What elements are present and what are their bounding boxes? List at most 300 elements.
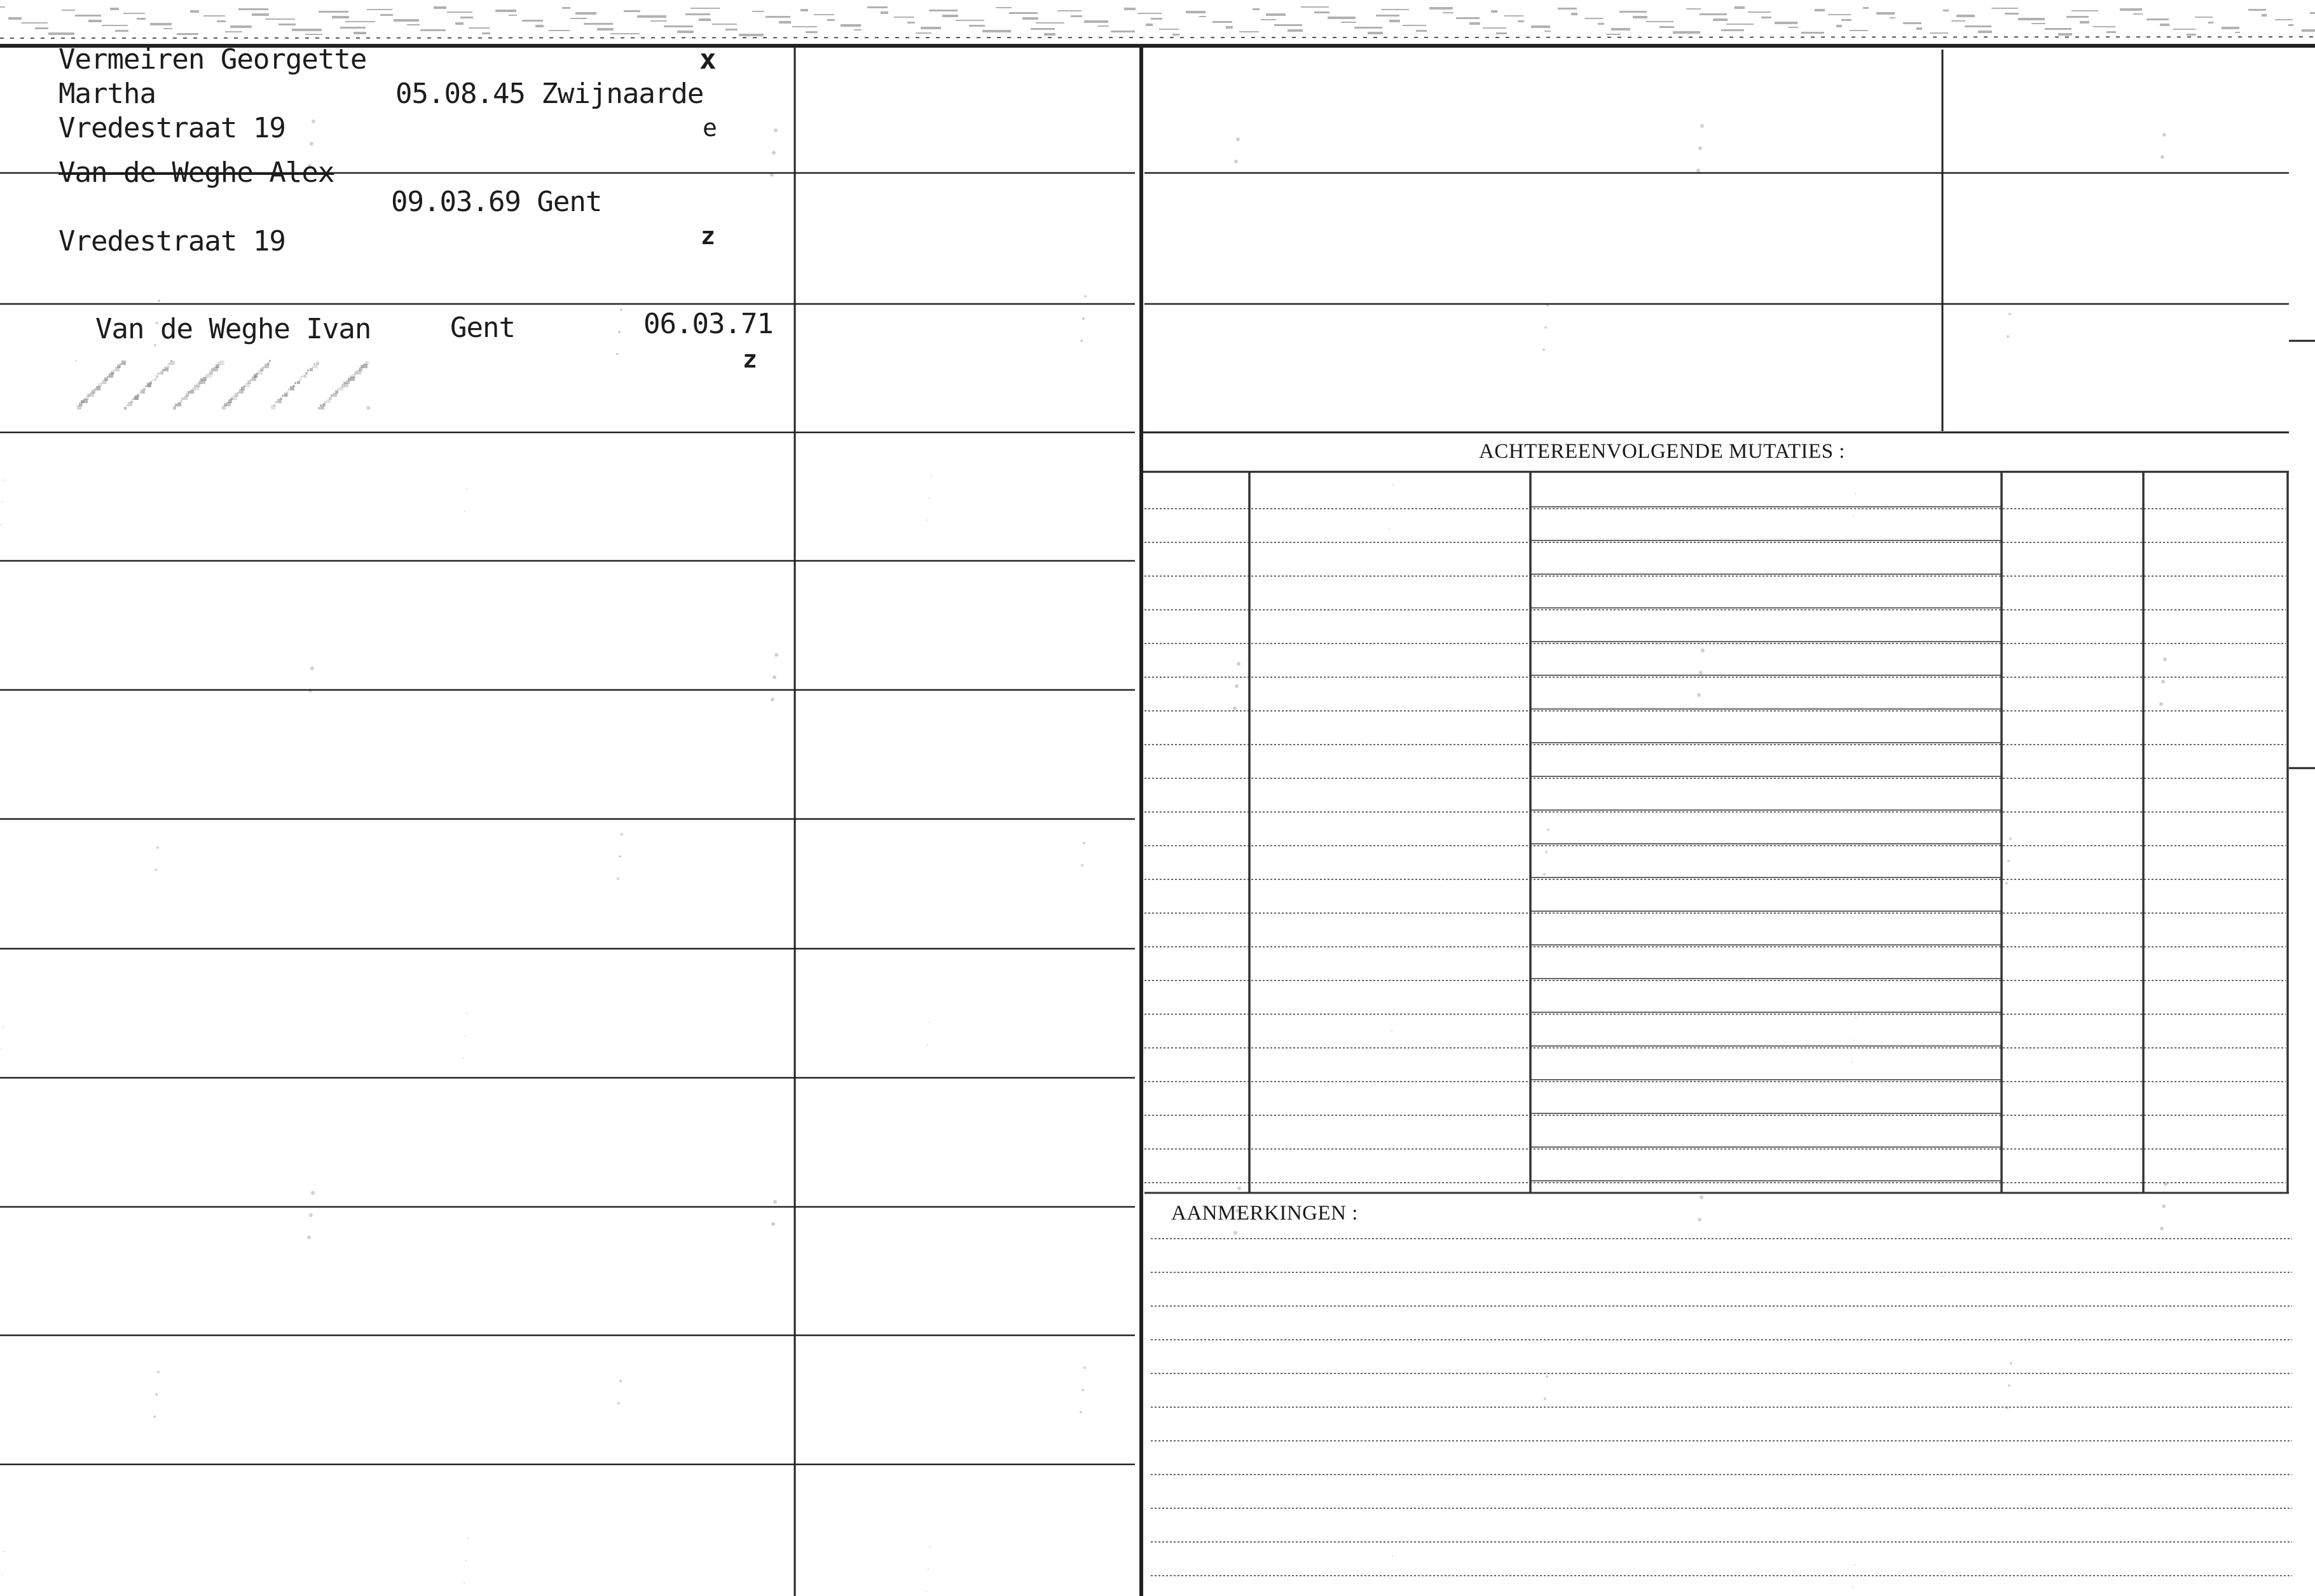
scan-noise-mark xyxy=(535,25,544,27)
scan-speck xyxy=(1543,873,1546,876)
scan-speck xyxy=(617,1402,620,1405)
scan-noise-mark xyxy=(570,18,587,19)
scan-noise-mark xyxy=(0,6,5,8)
scan-noise-mark xyxy=(2080,21,2089,24)
scan-speck xyxy=(1391,506,1392,507)
smudge-dot xyxy=(168,362,171,365)
scan-speck xyxy=(2162,1204,2166,1208)
smudge-dot xyxy=(290,386,294,390)
scan-noise-mark xyxy=(699,18,711,21)
record-2-address: Vredestraat 19 xyxy=(58,225,285,258)
scan-noise-mark xyxy=(75,15,101,17)
scan-noise-mark xyxy=(1598,23,1604,25)
scan-noise-mark xyxy=(1491,10,1497,13)
smudge-dot xyxy=(141,389,145,394)
smudge-dot xyxy=(192,387,195,390)
scan-speck xyxy=(2007,335,2009,338)
scan-speck xyxy=(307,1235,311,1239)
smudge-dot xyxy=(170,360,172,362)
smudge-dot xyxy=(160,371,163,375)
scan-noise-mark xyxy=(2058,33,2072,36)
smudge-dot xyxy=(156,375,158,378)
scan-speck xyxy=(1,1573,3,1574)
scan-speck xyxy=(1699,671,1703,675)
smudge-dot xyxy=(335,390,338,394)
scan-noise-mark xyxy=(420,29,446,31)
scan-noise-mark xyxy=(1172,34,1179,36)
smudge-dot xyxy=(194,385,196,387)
scan-noise-mark xyxy=(305,34,322,35)
scan-speck xyxy=(153,1415,156,1418)
scan-noise-mark xyxy=(1368,32,1383,34)
scan-noise-mark xyxy=(841,24,861,27)
scan-noise-mark xyxy=(2187,34,2196,36)
scan-speck xyxy=(2160,155,2164,159)
scan-noise-mark xyxy=(1212,21,1232,23)
record-3-date: 06.03.71 xyxy=(643,308,773,340)
scan-speck xyxy=(1853,515,1854,516)
scan-noise-mark xyxy=(1057,10,1082,11)
smudge-dot xyxy=(365,361,369,365)
scan-speck xyxy=(1083,1366,1086,1369)
scan-noise-mark xyxy=(2173,29,2195,30)
scan-speck xyxy=(1855,493,1856,494)
scan-noise-mark xyxy=(110,8,119,10)
scan-noise-mark xyxy=(319,11,348,13)
scan-speck xyxy=(1236,137,1240,141)
scan-noise-mark xyxy=(752,11,764,12)
scan-noise-mark xyxy=(394,19,419,22)
scan-noise-mark xyxy=(407,24,420,25)
scan-noise-mark xyxy=(1341,22,1356,23)
smudge-dot xyxy=(260,368,264,371)
smudge-dot xyxy=(354,371,357,375)
scan-noise-mark xyxy=(2071,10,2098,11)
scan-noise-mark xyxy=(2235,32,2240,33)
scan-speck xyxy=(926,519,928,521)
smudge-dot xyxy=(241,387,245,390)
scan-noise-mark xyxy=(624,10,640,12)
scan-speck xyxy=(2161,680,2165,684)
scan-noise-mark xyxy=(1584,18,1604,19)
scan-noise-mark xyxy=(827,19,835,21)
scan-speck xyxy=(621,833,623,836)
smudge-dot xyxy=(348,378,351,381)
scan-noise-mark xyxy=(278,24,296,25)
scan-speck xyxy=(1080,1411,1082,1414)
scan-noise-mark xyxy=(1226,26,1233,29)
scan-noise-mark xyxy=(1841,19,1851,21)
scan-noise-mark xyxy=(1863,7,1869,9)
smudge-dot xyxy=(313,363,315,365)
scan-noise-mark xyxy=(2147,18,2169,20)
mutations-header: ACHTEREENVOLGENDE MUTATIES : xyxy=(1479,440,1845,463)
scan-speck xyxy=(2159,702,2163,706)
scan-speck xyxy=(464,1582,465,1583)
scan-noise-mark xyxy=(137,18,146,20)
scan-speck xyxy=(1544,1398,1546,1400)
scan-noise-mark xyxy=(102,25,128,26)
scan-noise-mark xyxy=(380,14,393,16)
smudge-dot xyxy=(301,376,303,378)
smudge-dot xyxy=(235,393,238,397)
scan-speck xyxy=(927,1044,928,1045)
scan-noise-mark xyxy=(217,20,226,22)
smudge-dot xyxy=(343,382,346,384)
scan-noise-mark xyxy=(1633,16,1647,18)
scan-noise-mark xyxy=(115,30,128,32)
scan-noise-mark xyxy=(2222,27,2239,29)
scan-speck xyxy=(1080,340,1083,342)
smudge-dot xyxy=(324,401,327,403)
smudge-dot xyxy=(310,368,313,371)
smudge-dot xyxy=(269,360,271,362)
scan-noise-mark xyxy=(1828,14,1851,15)
scan-noise-mark xyxy=(2106,31,2116,33)
scan-noise-mark xyxy=(1619,11,1647,13)
scan-noise-mark xyxy=(894,17,914,18)
scan-speck xyxy=(774,653,778,657)
scan-noise-mark xyxy=(434,6,446,9)
smudge-dot xyxy=(154,378,157,381)
smudge-dot xyxy=(331,394,333,397)
scan-noise-mark xyxy=(1376,15,1399,17)
scan-speck xyxy=(1852,1586,1853,1588)
scan-noise-mark xyxy=(956,20,984,21)
scan-speck xyxy=(1081,864,1083,867)
scan-noise-mark xyxy=(779,21,791,24)
smudge-dot xyxy=(188,391,190,394)
scan-noise-mark xyxy=(2302,29,2315,32)
scan-noise-mark xyxy=(2160,24,2169,26)
scan-noise-mark xyxy=(806,31,818,33)
scan-noise-mark xyxy=(1726,24,1754,25)
scan-noise-mark xyxy=(238,8,268,10)
smudge-dot xyxy=(361,365,364,368)
scan-speck xyxy=(465,1560,467,1561)
scan-noise-mark xyxy=(1009,12,1038,14)
scan-noise-mark xyxy=(225,31,242,32)
smudge-dot xyxy=(299,378,301,381)
scan-speck xyxy=(1544,326,1547,329)
scan-speck xyxy=(1084,295,1087,298)
scan-speck xyxy=(1393,1008,1394,1010)
scan-noise-mark xyxy=(712,24,737,25)
smudge-dot xyxy=(367,406,370,409)
scan-noise-mark xyxy=(1288,29,1303,32)
scan-noise-mark xyxy=(1261,19,1276,20)
scan-speck xyxy=(618,331,621,333)
record-2-mark: z xyxy=(701,222,715,250)
scan-noise-mark xyxy=(150,23,172,25)
scan-noise-mark xyxy=(690,8,720,9)
smudge-dot xyxy=(297,381,300,384)
scan-noise-mark xyxy=(1416,30,1427,32)
scan-speck xyxy=(310,142,313,146)
scan-noise-mark xyxy=(203,15,225,17)
scan-noise-mark xyxy=(460,17,473,18)
scan-noise-mark xyxy=(292,29,322,31)
scan-noise-mark xyxy=(1483,27,1506,29)
smudge-dot xyxy=(211,368,214,371)
record-1-birth: 05.08.45 Zwijnaarde xyxy=(395,78,704,110)
scan-speck xyxy=(465,1035,466,1036)
smudge-dot xyxy=(175,404,177,406)
scan-noise-mark xyxy=(1239,31,1259,32)
scan-speck xyxy=(1853,1040,1855,1041)
smudge-dot xyxy=(329,397,332,400)
scan-noise-mark xyxy=(340,27,366,29)
scan-noise-mark xyxy=(1199,16,1206,17)
scan-noise-mark xyxy=(1748,11,1771,13)
smudge-dot xyxy=(111,371,114,375)
scan-speck xyxy=(773,675,776,679)
scan-noise-mark xyxy=(1084,20,1108,23)
scan-noise-mark xyxy=(2310,12,2315,14)
scan-noise-mark xyxy=(766,16,790,18)
scan-speck xyxy=(1855,1017,1857,1019)
scan-speck xyxy=(1389,1053,1391,1054)
scan-noise-mark xyxy=(1916,27,1922,30)
scan-noise-mark xyxy=(1328,17,1356,19)
scan-speck xyxy=(1392,484,1394,485)
record-3-name: Van de Weghe Ivan xyxy=(95,313,371,345)
mutation-grid xyxy=(1144,472,2289,1193)
smudge-dot xyxy=(350,375,352,378)
record-2-name: Van de Weghe Alex xyxy=(58,156,334,189)
scan-noise-mark xyxy=(1124,8,1136,10)
scan-noise-mark xyxy=(2005,13,2019,15)
scan-speck xyxy=(1392,1555,1393,1557)
scan-speck xyxy=(1083,842,1085,844)
scan-noise-mark xyxy=(1274,24,1302,26)
scan-speck xyxy=(1233,1231,1237,1235)
scan-speck xyxy=(1234,160,1238,163)
scan-speck xyxy=(771,698,774,701)
scan-noise-mark xyxy=(469,27,490,29)
scan-speck xyxy=(2009,837,2012,840)
scan-speck xyxy=(2008,1384,2010,1387)
scan-noise-mark xyxy=(522,20,543,22)
smudge-dot xyxy=(186,394,189,397)
scan-speck xyxy=(466,488,467,490)
scan-speck xyxy=(928,497,930,499)
scan-noise-mark xyxy=(921,27,941,29)
scan-noise-mark xyxy=(332,16,349,18)
scan-noise-mark xyxy=(1890,17,1895,18)
scan-noise-mark xyxy=(48,32,74,35)
scan-noise-mark xyxy=(814,14,834,15)
scan-noise-mark xyxy=(929,10,958,11)
scan-noise-mark xyxy=(123,13,145,14)
scan-noise-mark xyxy=(575,12,596,15)
smudge-dot xyxy=(134,396,139,400)
scan-noise-mark xyxy=(1456,17,1480,19)
smudge-dot xyxy=(318,407,320,409)
scan-speck xyxy=(2005,882,2008,884)
record-3-mark: z xyxy=(743,345,757,373)
scan-noise-mark xyxy=(1111,31,1135,32)
scan-noise-mark xyxy=(1876,12,1895,15)
scan-noise-mark xyxy=(1531,25,1550,28)
scan-noise-mark xyxy=(1735,6,1745,9)
scan-speck xyxy=(309,1213,313,1217)
scan-noise-mark xyxy=(1429,7,1453,10)
scan-noise-mark xyxy=(1301,6,1329,8)
scan-speck xyxy=(3,1551,4,1552)
scan-noise-mark xyxy=(1775,22,1797,24)
scan-noise-mark xyxy=(2288,24,2293,26)
scan-noise-mark xyxy=(800,9,808,11)
smudge-dot xyxy=(81,400,84,403)
scan-speck xyxy=(616,353,619,355)
scan-speck xyxy=(1390,1578,1391,1579)
smudge-dot xyxy=(173,406,176,409)
scan-noise-mark xyxy=(562,7,570,9)
smudge-dot xyxy=(217,362,221,365)
scan-noise-mark xyxy=(265,18,295,20)
scan-noise-mark xyxy=(2031,23,2045,24)
scan-speck xyxy=(1237,1187,1241,1190)
scan-speck xyxy=(467,1013,468,1014)
smudge-dot xyxy=(320,404,322,406)
smudge-dot xyxy=(200,378,203,381)
scan-speck xyxy=(1542,348,1545,351)
scan-speck xyxy=(1700,1195,1703,1199)
smudge-dot xyxy=(220,361,224,365)
scan-noise-mark xyxy=(792,26,817,27)
scan-noise-mark xyxy=(455,22,464,25)
scan-noise-mark xyxy=(1469,22,1480,25)
scan-noise-mark xyxy=(637,15,666,18)
scan-speck xyxy=(930,1546,931,1548)
scan-noise-mark xyxy=(1646,21,1673,22)
top-scan-edge xyxy=(0,37,2315,38)
scan-noise-mark xyxy=(854,29,862,31)
scan-speck xyxy=(773,1200,777,1204)
scan-noise-mark xyxy=(969,25,985,27)
scan-noise-mark xyxy=(2120,8,2142,11)
scan-noise-mark xyxy=(2248,9,2266,11)
smudge-dot xyxy=(167,365,170,368)
scan-speck xyxy=(1851,1062,1853,1063)
scan-noise-mark xyxy=(1571,13,1577,15)
scan-noise-mark xyxy=(1943,10,1949,11)
scan-noise-mark xyxy=(1354,27,1382,29)
scan-speck xyxy=(1696,169,1700,172)
scan-noise-mark xyxy=(1151,18,1162,20)
smudge-dot xyxy=(121,361,126,365)
scan-noise-mark xyxy=(1558,8,1577,10)
smudge-dot xyxy=(254,374,258,378)
scan-speck xyxy=(2,502,3,503)
scan-speck xyxy=(2009,313,2011,315)
scan-noise-mark xyxy=(1606,34,1621,35)
scan-noise-mark xyxy=(1186,11,1206,13)
smudge-dot xyxy=(151,379,153,381)
smudge-dot xyxy=(147,383,151,387)
scan-speck xyxy=(157,1371,160,1373)
scan-speck xyxy=(158,299,160,302)
scan-noise-mark xyxy=(1761,17,1771,18)
scan-noise-mark xyxy=(1721,29,1744,31)
scan-noise-mark xyxy=(982,30,1011,32)
scan-noise-mark xyxy=(1951,20,1965,22)
scan-noise-mark xyxy=(1544,31,1551,32)
smudge-dot xyxy=(124,407,127,409)
scan-noise-mark xyxy=(549,30,570,31)
scan-speck xyxy=(3,1026,4,1028)
scan-noise-mark xyxy=(482,32,490,34)
scan-speck xyxy=(2163,657,2167,661)
scan-noise-mark xyxy=(1686,8,1701,10)
smudge-dot xyxy=(247,380,251,384)
smudge-dot xyxy=(341,384,345,387)
scan-noise-mark xyxy=(1930,32,1948,34)
scan-speck xyxy=(1233,706,1237,710)
scan-noise-mark xyxy=(2093,26,2115,27)
smudge-dot xyxy=(104,377,108,381)
remarks-header: AANMERKINGEN : xyxy=(1171,1202,1358,1225)
scan-noise-mark xyxy=(610,33,640,34)
scan-noise-mark xyxy=(2208,22,2213,24)
scan-noise-mark xyxy=(1815,9,1825,11)
scan-speck xyxy=(930,475,931,476)
scan-noise-mark xyxy=(1031,28,1055,30)
smudge-dot xyxy=(312,366,314,368)
smudge-dot xyxy=(224,403,227,406)
scan-speck xyxy=(619,1380,622,1382)
scan-noise-mark xyxy=(881,11,888,14)
scan-speck xyxy=(310,666,314,670)
scan-speck xyxy=(771,1222,775,1226)
scan-noise-mark xyxy=(942,15,958,17)
scan-speck xyxy=(467,1538,469,1539)
scan-noise-mark xyxy=(1314,11,1329,13)
smudge-dot xyxy=(92,390,95,394)
scan-speck xyxy=(772,151,776,155)
smudge-dot xyxy=(128,402,132,406)
scan-noise-mark xyxy=(1146,24,1153,26)
scan-noise-mark xyxy=(996,7,1012,8)
scan-noise-mark xyxy=(584,23,613,25)
scan-noise-mark xyxy=(2045,28,2071,30)
scan-noise-mark xyxy=(1788,27,1798,28)
scan-noise-mark xyxy=(907,22,915,24)
scan-speck xyxy=(1698,1218,1701,1221)
record-1-mark-1: x xyxy=(699,43,716,76)
scan-noise-mark xyxy=(1991,8,2018,9)
scan-speck xyxy=(156,846,159,849)
scan-noise-mark xyxy=(1403,25,1426,26)
scan-noise-mark xyxy=(62,10,75,11)
scan-noise-mark xyxy=(2066,16,2089,18)
scan-noise-mark xyxy=(367,9,392,10)
scan-noise-mark xyxy=(1659,26,1674,28)
smudge-dot xyxy=(181,397,184,400)
scan-noise-mark xyxy=(1836,25,1842,27)
scan-noise-mark xyxy=(1044,33,1055,36)
scan-speck xyxy=(1698,146,1702,150)
scan-noise-mark xyxy=(739,34,764,36)
scan-noise-mark xyxy=(597,28,614,31)
scan-noise-mark xyxy=(916,32,931,34)
smudge-dot xyxy=(277,399,282,403)
smudge-mark xyxy=(75,360,374,411)
scan-noise-mark xyxy=(1389,20,1400,22)
scan-speck xyxy=(2160,1227,2164,1230)
scan-speck xyxy=(464,511,465,512)
